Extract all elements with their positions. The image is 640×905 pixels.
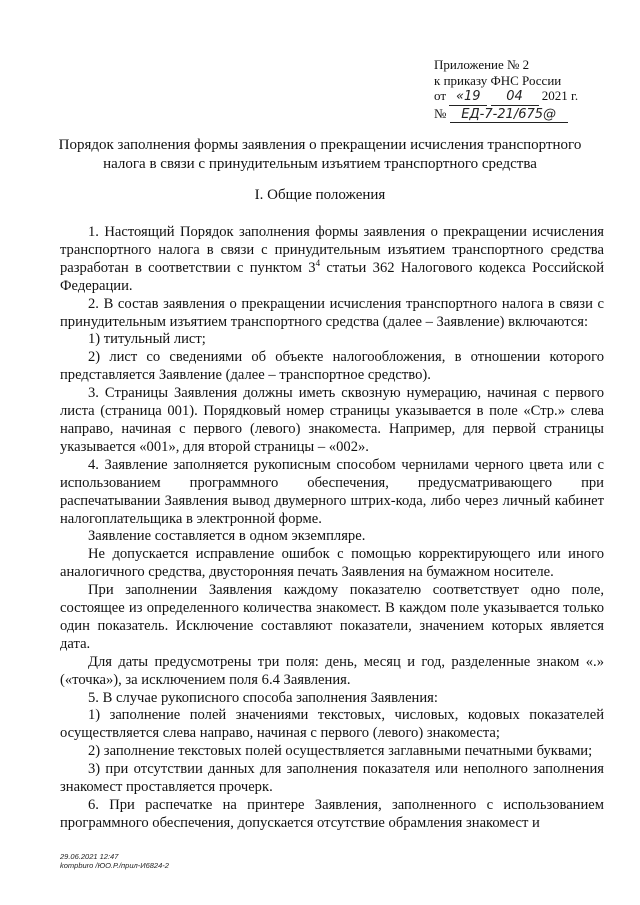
paragraph-5-item-1: 1) заполнение полей значениями текстовых, числовых, кодовых показателей осуществляется слева направо, начиная с первого (левого) знакоместа;: [60, 707, 604, 742]
paragraph-6: 6. При распечатке на принтере Заявления, заполненного с использованием программного обеспечения, допускается отсутствие обрамления знакомест и: [60, 797, 604, 831]
appendix-title: Приложение № 2: [434, 57, 530, 72]
appendix-number: [434, 106, 578, 124]
paragraph-4: 4. Заявление заполняется рукописным способом чернилами черного цвета или с использованием программного обеспечения, предусматривающего при распечатывании Заявления вывод двумерного штрих-кода, либо через личный кабинет налогоплательщика в электронной форме.: [60, 456, 604, 527]
section-heading: I. Общие положения: [254, 187, 386, 203]
footer-file-ref: kompburo /ЮО.Р./прил-И6824-2: [60, 861, 169, 870]
number-handwritten: ЕД-7-21/675@: [450, 107, 568, 124]
appendix-date: [434, 88, 578, 106]
footer-timestamp: 29.06.2021 12:47: [60, 852, 119, 861]
appendix-order-ref: к приказу ФНС России: [434, 72, 562, 88]
paragraph-2: 2. В состав заявления о прекращении исчисления транспортного налога в связи с принудительным изъятием транспортного средства (далее – Заявление) включаются:: [60, 295, 604, 330]
paragraph-2-item-2: 2) лист со сведениями об объекте налогообложения, в отношении которого представляется Заявление (далее – транспортное средство).: [60, 349, 604, 384]
paragraph-5-item-2: 2) заполнение текстовых полей осуществляется заглавными печатными буквами;: [88, 743, 593, 760]
paragraph-2-item-1: 1) титульный лист;: [88, 331, 206, 348]
document-body: [60, 224, 604, 833]
document-title: Порядок заполнения формы заявления о прекращении исчисления транспортного налога в связи с принудительным изъятием транспортного средства: [58, 137, 582, 172]
paragraph-5-item-3: 3) при отсутствии данных для заполнения показателя или неполного заполнения знакомест проставляется прочерк.: [60, 761, 604, 796]
number-prefix: №: [434, 105, 447, 121]
paragraph-4-c: При заполнении Заявления каждому показателю соответствует одно поле, состоящее из определенного количества знакомест. В каждом поле указывается только один показатель. Исключение составляют показатели, значением которых является дата.: [60, 582, 604, 652]
print-footer: [60, 852, 169, 870]
appendix-block: [434, 57, 578, 123]
paragraph-5: 5. В случае рукописного способа заполнения Заявления:: [88, 689, 438, 706]
paragraph-3: 3. Страницы Заявления должны иметь сквозную нумерацию, начиная с первого листа (страница 001). Порядковый номер страницы указывается в поле «Стр.» слева направо, начиная с первого (левого) знакоместа. Например, для первой страницы указывается «001», для второй страницы – «002».: [60, 385, 604, 455]
date-day-handwritten: «19: [449, 89, 487, 106]
paragraph-4-d: Для даты предусмотрены три поля: день, месяц и год, разделенные знаком «.» («точка»), за исключением поля 6.4 Заявления.: [60, 653, 604, 688]
paragraph-1-superscript: 4: [315, 257, 321, 268]
date-prefix: от: [434, 88, 447, 103]
date-year: 2021 г.: [541, 88, 579, 103]
date-month-handwritten: 04: [491, 89, 539, 106]
paragraph-1-tail: статьи 362 Налогового кодекса Российской Федерации.: [60, 259, 605, 294]
paragraph-1-text: 1. Настоящий Порядок заполнения формы заявления о прекращении исчисления транспортного налога в связи с принудительным изъятием транспортного средства разработан в соответствии с пунктом 3: [60, 224, 604, 276]
paragraph-4-b: Не допускается исправление ошибок с помощью корректирующего или иного аналогичного средства, двусторонняя печать Заявления на бумажном носителе.: [60, 546, 604, 581]
paragraph-4-a: Заявление составляется в одном экземпляре.: [88, 528, 366, 545]
paragraph-1: [60, 224, 604, 296]
